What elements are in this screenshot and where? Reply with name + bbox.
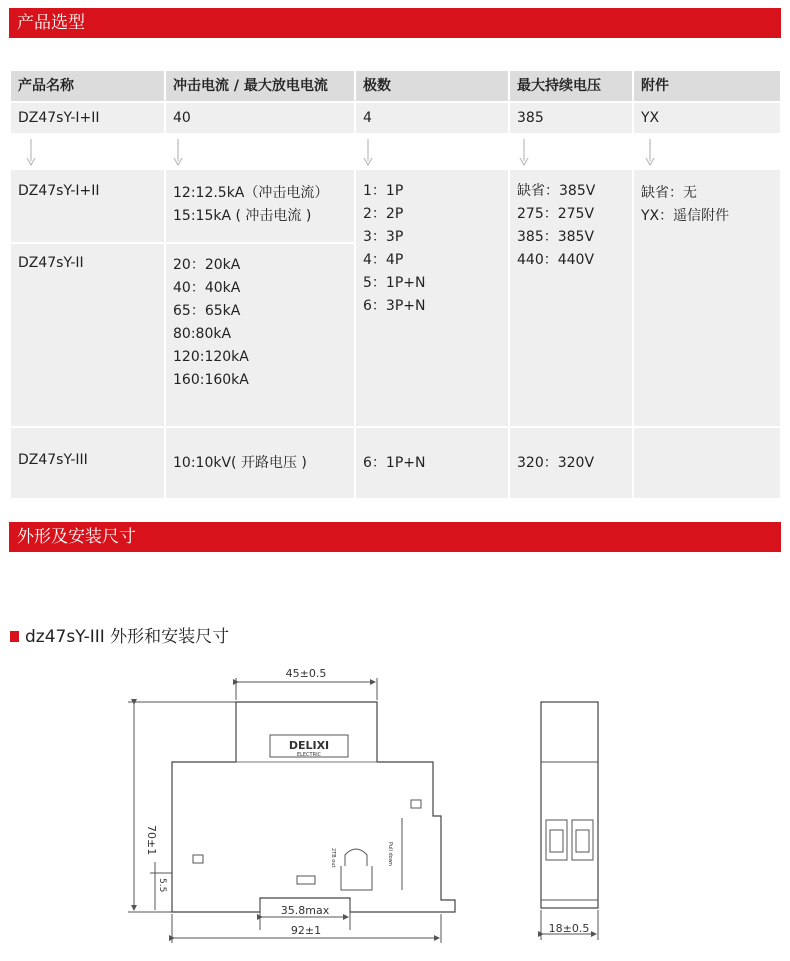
down-arrow-icon — [363, 137, 373, 167]
code-accessory: YX — [634, 103, 780, 133]
code-current: 40 — [166, 103, 354, 133]
header-product-name: 产品名称 — [11, 71, 164, 101]
code-poles: 4 — [356, 103, 508, 133]
down-arrow-icon — [173, 137, 183, 167]
currents-2: 20：20kA 40：40kA 65：65kA 80:80kA 120:120kA 160:160kA — [166, 244, 354, 426]
poles-iii: 6：1P+N — [356, 428, 508, 498]
dim-rail: 35.8max — [280, 904, 330, 917]
down-arrow-icon — [645, 137, 655, 167]
accessory-list: 缺省：无 YX：遥信附件 — [634, 170, 780, 426]
voltage-iii: 320：320V — [510, 428, 632, 498]
brand-sub: ELECTRIC — [296, 752, 322, 758]
dimensions-banner: 外形及安装尺寸 — [9, 522, 781, 552]
model-name-2: DZ47sY-II — [11, 244, 164, 426]
label-pull: Pull down — [387, 842, 393, 866]
dim-side-width: 18±0.5 — [548, 922, 590, 935]
down-arrow-icon — [26, 137, 36, 167]
dim-width-total: 92±1 — [290, 924, 322, 937]
product-selection-banner: 产品选型 — [9, 8, 781, 38]
code-product: DZ47sY-I+II — [11, 103, 164, 133]
header-accessory: 附件 — [634, 71, 780, 101]
dimension-drawing — [0, 650, 790, 961]
poles-list: 1：1P 2：2P 3：3P 4：4P 5：1P+N 6：3P+N — [356, 170, 508, 426]
currents-1-2: 12:12.5kA（冲击电流） 15:15kA ( 冲击电流 ) — [166, 170, 354, 242]
down-arrow-icon — [519, 137, 529, 167]
drawing-title: dz47sY-III 外形和安装尺寸 — [10, 622, 229, 647]
currents-3: 10:10kV( 开路电压 ) — [166, 428, 354, 498]
header-poles: 极数 — [356, 71, 508, 101]
label-out: 2TB out — [330, 848, 336, 868]
model-name-3: DZ47sY-III — [11, 428, 164, 498]
code-voltage: 385 — [510, 103, 632, 133]
header-voltage: 最大持续电压 — [510, 71, 632, 101]
dim-height: 70±1 — [145, 825, 158, 856]
header-current: 冲击电流 / 最大放电电流 — [166, 71, 354, 101]
brand-logo: DELIXI — [288, 739, 330, 752]
model-name-1-2: DZ47sY-I+II — [11, 170, 164, 242]
dim-width-top: 45±0.5 — [285, 667, 327, 680]
red-square-icon — [10, 631, 19, 642]
accessory-iii — [634, 428, 780, 498]
dim-small-height: 5.5 — [157, 878, 167, 893]
voltage-list: 缺省：385V 275：275V 385：385V 440：440V — [510, 170, 632, 426]
